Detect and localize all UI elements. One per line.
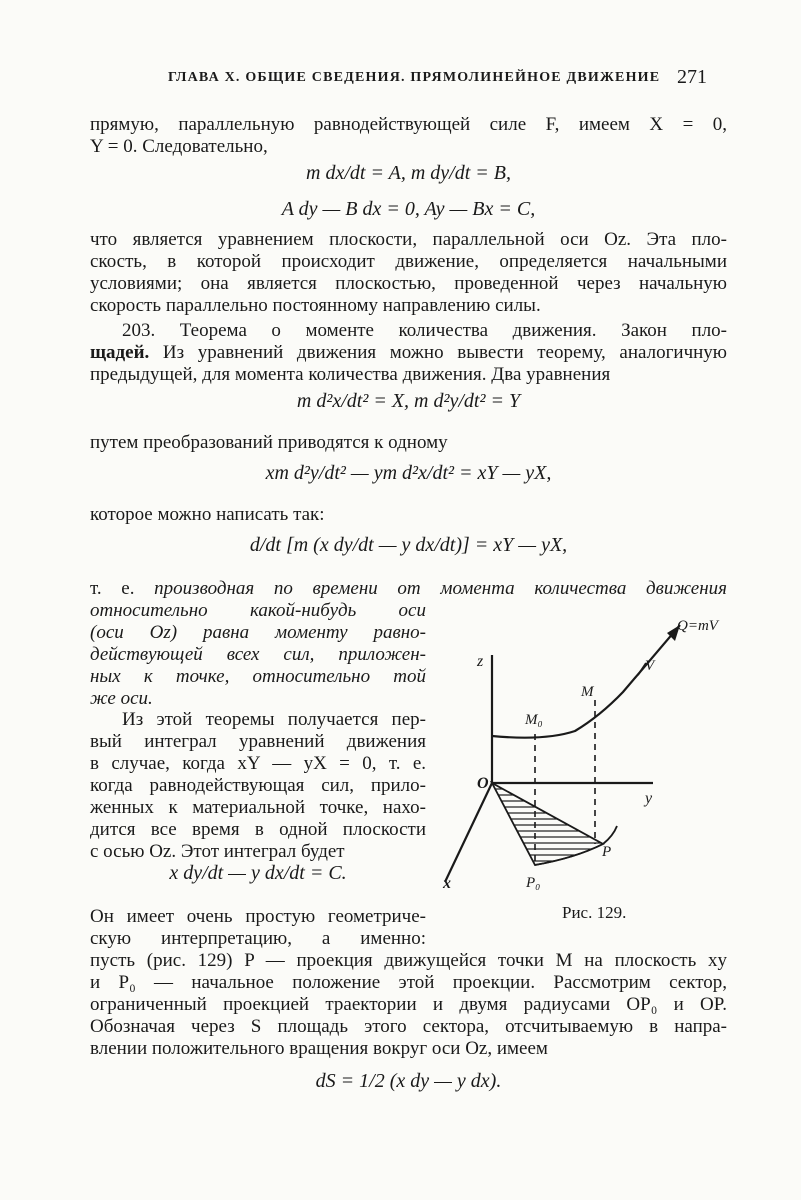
running-header: ГЛАВА X. ОБЩИЕ СВЕДЕНИЯ. ПРЯМОЛИНЕЙНОЕ ДВИЖЕНИЕ bbox=[168, 70, 661, 85]
text-line: в случае, когда xY — yX = 0, т. е. bbox=[90, 753, 426, 774]
text-line: скую интерпретацию, а именно: bbox=[90, 928, 426, 949]
label-p0: P₀ bbox=[526, 875, 541, 891]
theorem-line: (оси Oz) равна моменту равно- bbox=[90, 622, 426, 643]
theorem-text: производная по времени от момента количества движения bbox=[154, 578, 727, 599]
text-line: предыдущей, для момента количества движения. Два уравнения bbox=[90, 364, 611, 385]
label-y: y bbox=[645, 790, 653, 807]
equation: m d²x/dt² = X, m d²y/dt² = Y bbox=[296, 390, 521, 412]
x-axis bbox=[445, 783, 492, 882]
text-line: вый интеграл уравнений движения bbox=[90, 731, 426, 752]
label-q: Q=mV bbox=[677, 618, 718, 634]
theorem-line: ных к точке, относительно той bbox=[90, 666, 426, 687]
label-v: V bbox=[645, 658, 655, 674]
trajectory bbox=[492, 625, 680, 738]
figure-caption: Рис. 129. bbox=[562, 903, 627, 922]
text-line: пусть (рис. 129) P — проекция движущейся точки M на плоскость xy bbox=[90, 950, 727, 971]
theorem-line: относительно какой-нибудь оси bbox=[90, 600, 426, 621]
equation: dS = 1/2 (x dy — y dx). bbox=[315, 1070, 502, 1092]
text-line: дится все время в одной плоскости bbox=[90, 819, 426, 840]
page-number: 271 bbox=[677, 66, 707, 88]
text-line: с осью Oz. Этот интеграл будет bbox=[90, 841, 345, 862]
theorem-line: же оси. bbox=[90, 688, 153, 709]
equation: m dx/dt = A, m dy/dt = B, bbox=[306, 162, 511, 184]
text-line: ограниченный проекцией траектории и двумя радиусами OP₀ и OP. bbox=[90, 994, 727, 1015]
text-span: т. е. bbox=[90, 578, 155, 599]
text-line: когда равнодействующая сил, прило- bbox=[90, 775, 426, 796]
text-line: скость, в которой происходит движение, определяется начальными bbox=[90, 251, 727, 272]
text-line: и P₀ — начальное положение этой проекции. Рассмотрим сектор, bbox=[90, 972, 727, 993]
text-line: скорость параллельно постоянному направлению силы. bbox=[90, 295, 541, 316]
text-line: Обозначая через S площадь этого сектора, отсчитываемую в напра- bbox=[90, 1016, 727, 1037]
theorem-line: действующей всех сил, приложен- bbox=[90, 644, 426, 665]
text-line: женных к материальной точке, нахо- bbox=[90, 797, 426, 818]
text-line: Он имеет очень простую геометриче- bbox=[90, 906, 426, 927]
text-line bbox=[90, 342, 727, 364]
equation: xm d²y/dt² — ym d²x/dt² = xY — yX, bbox=[265, 462, 552, 484]
label-x: x bbox=[443, 875, 451, 892]
text-line: прямую, параллельную равнодействующей силе F, имеем X = 0, bbox=[90, 114, 727, 135]
equation: d/dt [m (x dy/dt — y dx/dt)] = xY — yX, bbox=[249, 534, 568, 556]
text-line: Y = 0. Следовательно, bbox=[90, 136, 268, 157]
text-line: влении положительного вращения вокруг оси Oz, имеем bbox=[90, 1038, 548, 1059]
text-line: Из этой теоремы получается пер- bbox=[122, 709, 426, 730]
label-z: z bbox=[477, 653, 484, 670]
section-title: 203. Теорема о моменте количества движения. Закон пло- bbox=[122, 320, 727, 341]
swept-sector bbox=[492, 783, 603, 865]
label-p: P bbox=[602, 844, 612, 860]
text-span: Из уравнений движения можно вывести теорему, аналогичную bbox=[149, 342, 727, 363]
label-m0: M₀ bbox=[525, 712, 543, 728]
text-line: путем преобразований приводятся к одному bbox=[90, 432, 448, 453]
label-m: M bbox=[581, 684, 594, 700]
figure-129 bbox=[435, 600, 735, 900]
equation: A dy — B dx = 0, Ay — Bx = C, bbox=[281, 198, 536, 220]
text-line: что является уравнением плоскости, параллельной оси Oz. Эта пло- bbox=[90, 229, 727, 250]
text-line: условиями; она является плоскостью, проведенной через начальную bbox=[90, 273, 727, 294]
text-line: которое можно написать так: bbox=[90, 504, 325, 525]
label-o: O bbox=[477, 775, 489, 792]
equation: x dy/dt — y dx/dt = C. bbox=[169, 862, 347, 884]
section-title-end: щадей. bbox=[90, 342, 150, 363]
text-line bbox=[90, 578, 727, 600]
